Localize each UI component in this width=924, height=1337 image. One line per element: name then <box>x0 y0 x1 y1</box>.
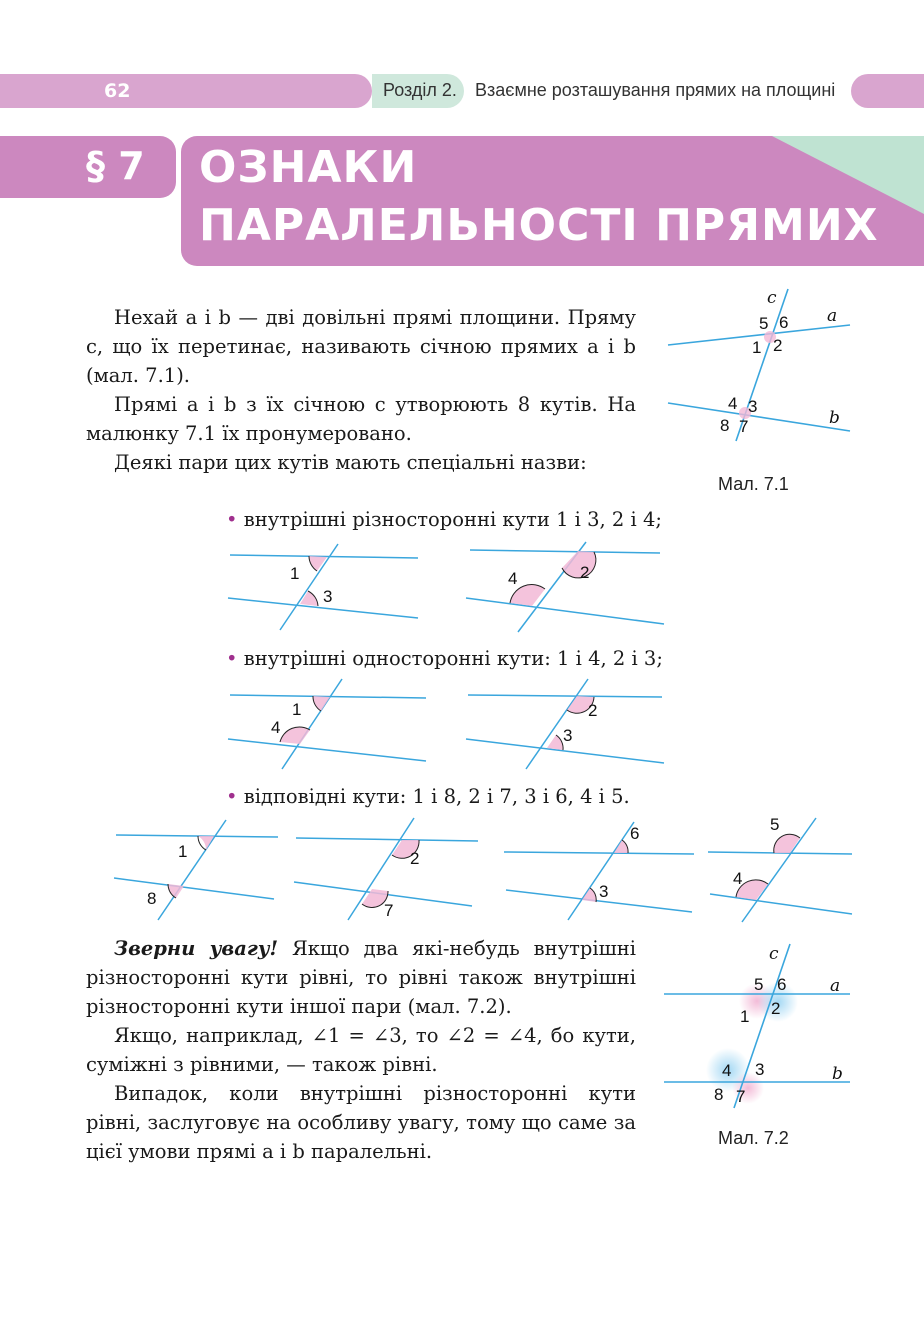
diagram-angles-2-3 <box>462 677 668 772</box>
angle-label-8: 8 <box>720 416 730 435</box>
section-label: Розділ 2. <box>383 80 457 100</box>
diagram-angles-2-4 <box>462 540 668 635</box>
angle-label-3: 3 <box>755 1060 765 1079</box>
page-number: 62 <box>104 80 131 102</box>
diagram-angles-4-5 <box>706 816 854 924</box>
attention-paragraph-1 <box>86 934 636 1021</box>
label-b: b <box>832 1064 843 1084</box>
bullet-dot: • <box>226 647 238 670</box>
intro-paragraph-1: Нехай a і b — дві довільні прямі площини. Пряму c, що їх перетинає, називають січною прямих a і b (мал. 7.1). <box>86 306 636 387</box>
angle-label-5: 5 <box>759 314 769 333</box>
figure-7-2 <box>658 940 858 1110</box>
angle-label-1: 1 <box>292 700 302 719</box>
angle-label-5: 5 <box>754 975 764 994</box>
diagram-angles-1-4 <box>222 677 432 772</box>
bullet-dot: • <box>226 508 238 531</box>
bullet-same-side <box>226 644 663 673</box>
attention-paragraph-1-body: Якщо два які-небудь внутрішні різносторонні кути рівні, то рівні також внутрішні різносторонні кути іншої пари (мал. 7.2). <box>86 937 636 1018</box>
attention-paragraph-3: Випадок, коли внутрішні різносторонні кути рівні, заслуговує на особливу увагу, тому що саме за цієї умови прямі a і b паралельні. <box>86 1082 636 1163</box>
angle-label-4: 4 <box>733 869 743 888</box>
angle-label-5: 5 <box>770 816 780 834</box>
angle-label-2: 2 <box>773 336 783 355</box>
angle-label-1: 1 <box>178 842 188 861</box>
page-title-line1: ОЗНАКИ <box>199 142 418 193</box>
label-c: c <box>767 288 777 308</box>
angle-label-6: 6 <box>779 313 789 332</box>
intro-paragraph-3: Деякі пари цих кутів мають спеціальні назви: <box>114 451 587 474</box>
label-c: c <box>769 944 779 964</box>
angle-label-6: 6 <box>777 975 787 994</box>
label-b: b <box>829 408 840 428</box>
header-band-right <box>851 74 924 108</box>
angle-label-7: 7 <box>736 1087 746 1106</box>
angle-label-8: 8 <box>714 1085 724 1104</box>
angle-label-4: 4 <box>508 569 518 588</box>
angle-label-2: 2 <box>588 701 598 720</box>
chapter-title: Взаємне розташування прямих на площині <box>475 80 836 100</box>
bullet-corresponding <box>226 782 630 811</box>
angle-label-4: 4 <box>728 394 738 413</box>
diagram-angles-1-8 <box>112 816 282 924</box>
attention-lead: Зверни увагу! <box>114 937 279 960</box>
angle-label-1: 1 <box>752 338 762 357</box>
diagram-angles-1-3 <box>222 540 422 635</box>
intro-text <box>86 303 636 477</box>
angle-label-7: 7 <box>739 417 749 436</box>
intro-paragraph-2: Прямі a і b з їх січною c утворюють 8 кутів. На малюнку 7.1 їх пронумеровано. <box>86 393 636 445</box>
angle-label-3: 3 <box>323 587 333 606</box>
diagram-angles-3-6 <box>502 816 698 924</box>
angle-label-4: 4 <box>722 1061 732 1080</box>
figure-7-1 <box>660 285 860 445</box>
bullet-text: відповідні кути: 1 і 8, 2 і 7, 3 і 6, 4 і 5. <box>243 785 630 808</box>
bullet-dot: • <box>226 785 238 808</box>
angle-label-2: 2 <box>771 999 781 1018</box>
angle-label-2: 2 <box>580 563 590 582</box>
angle-label-1: 1 <box>740 1007 750 1026</box>
angle-label-1: 1 <box>290 564 300 583</box>
diagram-angles-2-7 <box>292 816 482 924</box>
figure-7-2-caption: Мал. 7.2 <box>718 1128 789 1148</box>
page-title-line2: ПАРАЛЕЛЬНОСТІ ПРЯМИХ <box>199 200 879 251</box>
angle-label-6: 6 <box>630 824 640 843</box>
angle-label-3: 3 <box>748 397 758 416</box>
label-a: a <box>830 976 841 996</box>
angle-label-3: 3 <box>599 882 609 901</box>
angle-label-7: 7 <box>384 901 394 920</box>
bullet-text: внутрішні односторонні кути: 1 і 4, 2 і 3; <box>243 647 663 670</box>
figure-7-1-caption: Мал. 7.1 <box>718 474 789 494</box>
line-b <box>668 403 850 431</box>
angle-label-4: 4 <box>271 718 281 737</box>
angle-label-8: 8 <box>147 889 157 908</box>
attention-paragraph-2: Якщо, наприклад, ∠1 = ∠3, то ∠2 = ∠4, бо кути, суміжні з рівними, — також рівні. <box>86 1024 636 1076</box>
bullet-alt-interior <box>226 505 662 534</box>
bullet-text: внутрішні різносторонні кути 1 і 3, 2 і 4; <box>243 508 662 531</box>
attention-text <box>86 934 636 1166</box>
header-band-left <box>0 74 372 108</box>
angle-label-2: 2 <box>410 849 420 868</box>
paragraph-number: § 7 <box>86 144 145 188</box>
label-a: a <box>827 306 838 326</box>
angle-label-3: 3 <box>563 726 573 745</box>
